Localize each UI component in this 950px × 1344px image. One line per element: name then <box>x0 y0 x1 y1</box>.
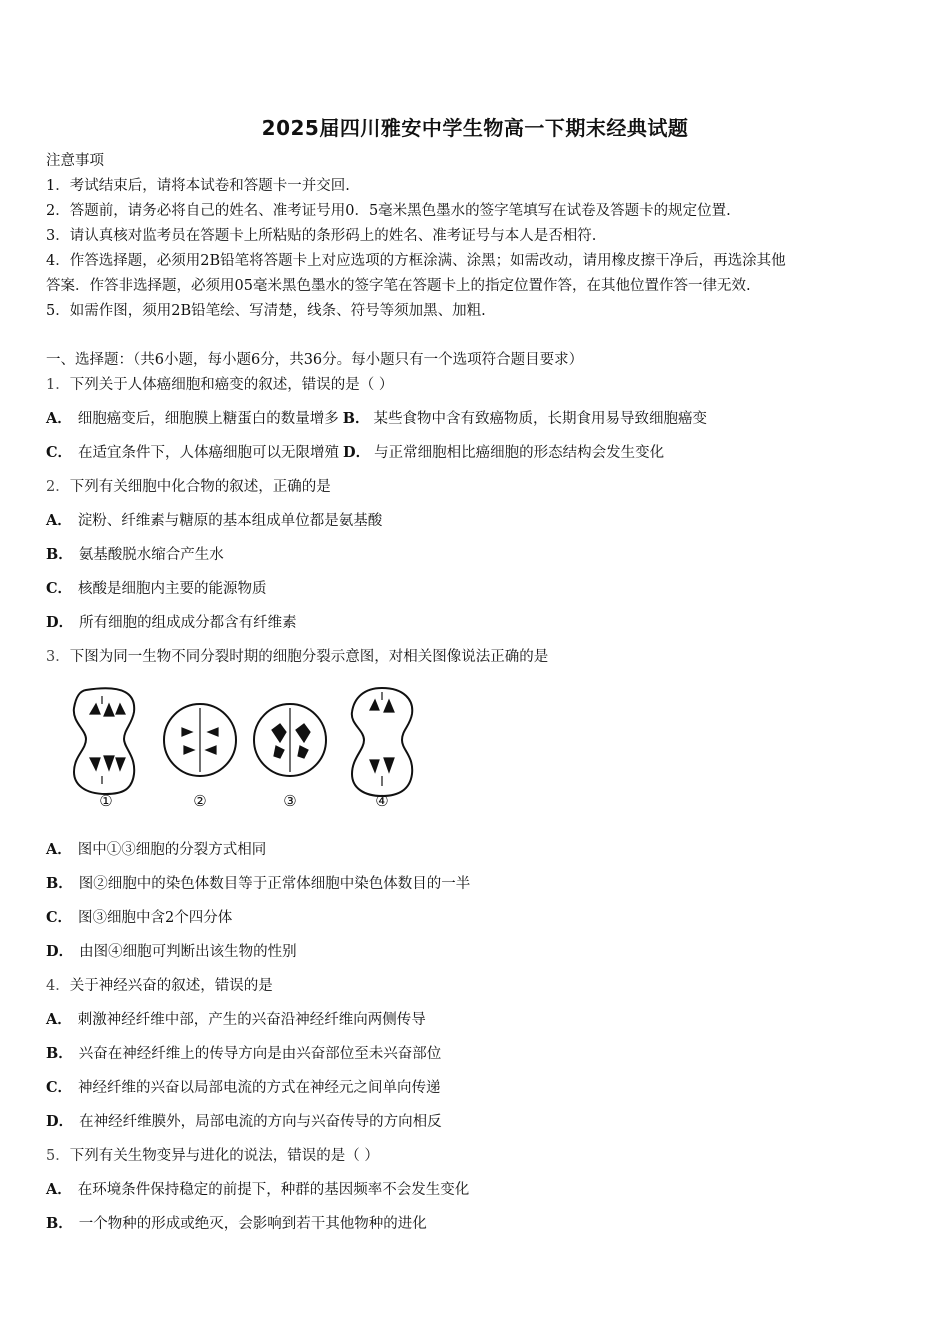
cell-1-outline <box>74 688 134 794</box>
option-text: 神经纤维的兴奋以局部电流的方式在神经元之间单向传递 <box>78 1080 441 1096</box>
option-c <box>46 579 267 599</box>
option-c <box>46 908 232 928</box>
option-letter: B． <box>46 1215 73 1232</box>
option-text: 氨基酸脱水缩合产生水 <box>78 547 224 563</box>
question-5-stem <box>46 1146 379 1166</box>
option-letter: D． <box>343 444 371 461</box>
option-d <box>46 942 297 962</box>
option-letter: D． <box>46 1113 74 1130</box>
option-letter: D． <box>46 943 74 960</box>
option-a <box>46 511 382 531</box>
option-letter: B． <box>342 410 370 427</box>
option-b <box>46 874 470 894</box>
option-text: 图中①③细胞的分裂方式相同 <box>77 842 267 858</box>
question-number: 1． <box>46 377 70 393</box>
option-text: 刺激神经纤维中部，产生的兴奋沿神经纤维向两侧传导 <box>77 1012 426 1028</box>
figure-label-2: ② <box>193 792 207 809</box>
option-a <box>46 1180 469 1200</box>
option-letter: A． <box>46 841 72 858</box>
option-text: 所有细胞的组成成分都含有纤维素 <box>79 615 297 631</box>
question-2-stem <box>46 477 331 497</box>
option-text: 与正常细胞相比癌细胞的形态结构会发生变化 <box>374 445 665 461</box>
option-text: 核酸是细胞内主要的能源物质 <box>78 581 267 597</box>
option-c <box>46 1078 441 1098</box>
option-text: 由图④细胞可判断出该生物的性别 <box>79 944 297 960</box>
notice-item: 5．如需作图，须用2B铅笔绘、写清楚，线条、符号等须加黑、加粗. <box>46 303 486 319</box>
option-letter: C． <box>46 909 73 926</box>
notice-item: 4．作答选择题，必须用2B铅笔将答题卡上对应选项的方框涂满、涂黑；如需改动，请用橡皮擦干净后，再选涂其他 <box>46 253 786 269</box>
option-text: 兴奋在神经纤维上的传导方向是由兴奋部位至未兴奋部位 <box>78 1046 442 1062</box>
page-title: 2025届四川雅安中学生物高一下期末经典试题 <box>261 116 689 140</box>
option-a <box>46 1010 426 1030</box>
option-d <box>46 1112 442 1132</box>
question-number: 3． <box>46 649 70 665</box>
option-d <box>46 613 297 633</box>
question-number: 4． <box>46 978 70 994</box>
notice-item: 2．答题前，请务必将自己的姓名、准考证号用0．5毫米黑色墨水的签字笔填写在试卷及答题卡的规定位置. <box>46 203 731 219</box>
notice-item: 1．考试结束后，请将本试卷和答题卡一并交回. <box>46 178 350 194</box>
question-number: 5． <box>46 1148 70 1164</box>
question-1-options-cd <box>46 443 664 463</box>
question-number: 2． <box>46 479 70 495</box>
option-text: 在适宜条件下，人体癌细胞可以无限增殖 <box>78 445 340 461</box>
option-letter: B． <box>46 875 73 892</box>
question-1-options-ab <box>46 409 707 429</box>
option-text: 淀粉、纤维素与糖原的基本组成单位都是氨基酸 <box>77 513 383 529</box>
option-letter: B． <box>46 546 73 563</box>
question-4-stem <box>46 976 273 996</box>
option-text: 图③细胞中含2个四分体 <box>78 910 233 926</box>
notice-item: 3．请认真核对监考员在答题卡上所粘贴的条形码上的姓名、准考证号与本人是否相符. <box>46 228 597 244</box>
option-a <box>46 840 266 860</box>
question-text: 下图为同一生物不同分裂时期的细胞分裂示意图，对相关图像说法正确的是 <box>69 649 549 665</box>
figure-label-3: ③ <box>283 792 297 809</box>
section-heading: 一、选择题：（共6小题，每小题6分，共36分。每小题只有一个选项符合题目要求） <box>46 352 584 368</box>
option-text: 在环境条件保持稳定的前提下，种群的基因频率不会发生变化 <box>77 1182 470 1198</box>
figure-label-1: ① <box>99 792 113 809</box>
option-text: 细胞癌变后，细胞膜上糖蛋白的数量增多 <box>77 411 339 427</box>
option-text: 图②细胞中的染色体数目等于正常体细胞中染色体数目的一半 <box>78 876 471 892</box>
option-letter: B． <box>46 1045 73 1062</box>
option-text: 一个物种的形成或绝灭，会影响到若干其他物种的进化 <box>78 1216 427 1232</box>
option-b <box>46 1044 441 1064</box>
option-letter: D． <box>46 614 74 631</box>
option-letter: C． <box>46 580 73 597</box>
option-letter: C． <box>46 1079 73 1096</box>
question-text: 下列关于人体癌细胞和癌变的叙述，错误的是（ ） <box>69 377 394 393</box>
option-letter: A． <box>46 1011 72 1028</box>
option-b <box>46 1214 427 1234</box>
question-3-stem <box>46 647 548 667</box>
option-b <box>46 545 224 565</box>
option-letter: C． <box>46 444 73 461</box>
option-text: 某些食物中含有致癌物质，长期食用易导致细胞癌变 <box>373 411 708 427</box>
figure-label-4: ④ <box>375 792 389 809</box>
option-letter: A． <box>46 1181 72 1198</box>
option-letter: A． <box>46 512 72 529</box>
question-text: 下列有关细胞中化合物的叙述，正确的是 <box>69 479 331 495</box>
question-text: 下列有关生物变异与进化的说法，错误的是（ ） <box>69 1148 379 1164</box>
option-text: 在神经纤维膜外，局部电流的方向与兴奋传导的方向相反 <box>79 1114 442 1130</box>
question-text: 关于神经兴奋的叙述，错误的是 <box>69 978 273 994</box>
notice-heading: 注意事项 <box>46 153 104 169</box>
cell-division-figure <box>64 684 434 809</box>
notice-item: 答案．作答非选择题，必须用05毫米黑色墨水的签字笔在答题卡上的指定位置作答，在其他位置作答一律无效. <box>46 278 751 294</box>
question-1-stem <box>46 375 393 395</box>
option-letter: A． <box>46 410 72 427</box>
